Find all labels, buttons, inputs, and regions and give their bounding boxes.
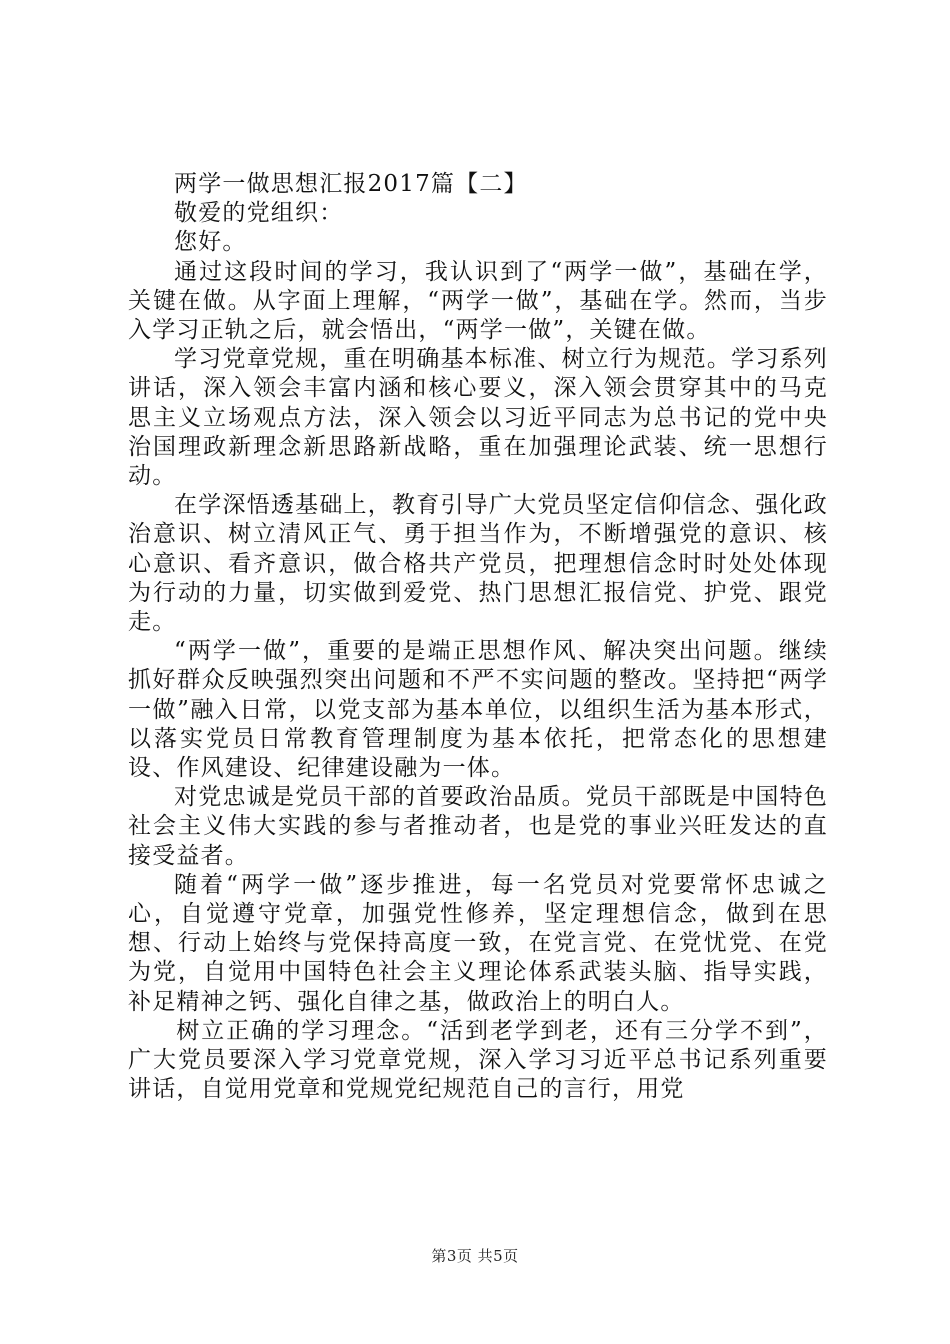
document-title: 两学一做思想汇报2017篇【二】 bbox=[174, 171, 528, 197]
paragraph-2: 学习党章党规，重在明确基本标准、树立行为规范。学习系列讲话，深入领会丰富内涵和核心要义，深入领会贯穿其中的马克思主义立场观点方法，深入领会以习近平同志为总书记的党中央治国理政新理念新思路新战略，重在加强理论武装、统一思想行动。 bbox=[128, 346, 828, 490]
page-number-footer: 第3页 共5页 bbox=[431, 1247, 519, 1265]
paragraph-3: 在学深悟透基础上，教育引导广大党员坚定信仰信念、强化政治意识、树立清风正气、勇于担当作为，不断增强党的意识、核心意识、看齐意识，做合格共产党员，把理想信念时时处处体现为行动的力量，切实做到爱党、热门思想汇报信党、护党、跟党走。 bbox=[128, 492, 828, 636]
paragraph-4: “两学一做”，重要的是端正思想作风、解决突出问题。继续抓好群众反映强烈突出问题和不严不实问题的整改。坚持把“两学一做”融入日常，以党支部为基本单位，以组织生活为基本形式，以落实党员日常教育管理制度为基本依托，把常态化的思想建设、作风建设、纪律建设融为一体。 bbox=[128, 638, 828, 782]
paragraph-6: 随着“两学一做”逐步推进，每一名党员对党要常怀忠诚之心，自觉遵守党章，加强党性修养，坚定理想信念，做到在思想、行动上始终与党保持高度一致，在党言党、在党忧党、在党为党，自觉用中国特色社会主义理论体系武装头脑、指导实践，补足精神之钙、强化自律之基，做政治上的明白人。 bbox=[128, 871, 828, 1015]
paragraph-1: 通过这段时间的学习，我认识到了“两学一做”，基础在学，关键在做。从字面上理解，“两学一做”，基础在学。然而，当步入学习正轨之后，就会悟出，“两学一做”，关键在做。 bbox=[128, 258, 828, 344]
paragraph-5: 对党忠诚是党员干部的首要政治品质。党员干部既是中国特色社会主义伟大实践的参与者推动者，也是党的事业兴旺发达的直接受益者。 bbox=[128, 784, 828, 869]
greeting: 您好。 bbox=[174, 229, 247, 256]
salutation: 敬爱的党组织： bbox=[174, 200, 344, 227]
paragraph-7: 树立正确的学习理念。“活到老学到老，还有三分学不到”，广大党员要深入学习党章党规，深入学习习近平总书记系列重要讲话，自觉用党章和党规党纪规范自己的言行，用党 bbox=[128, 1017, 828, 1103]
document-body bbox=[128, 170, 828, 1105]
